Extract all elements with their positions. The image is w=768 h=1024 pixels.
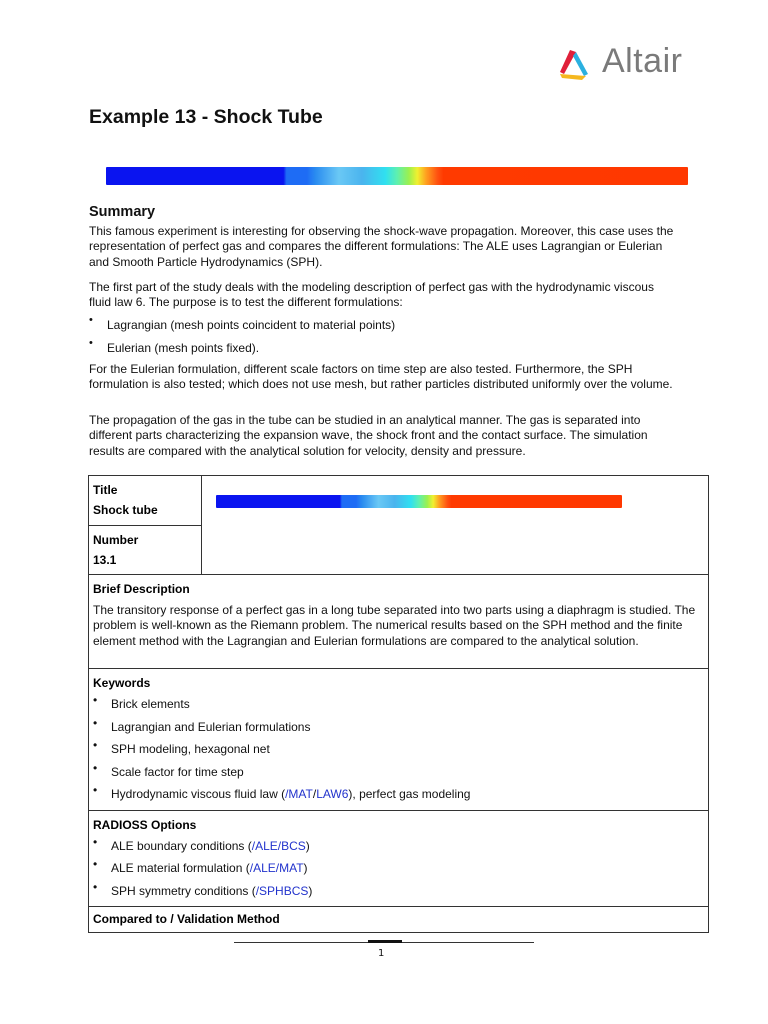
list-item — [93, 857, 704, 880]
bullet-icon: • — [93, 879, 98, 894]
bullet-icon: • — [89, 314, 93, 326]
sphbcs-link[interactable]: /SPHBCS — [255, 883, 309, 898]
title-value: Shock tube — [93, 503, 158, 517]
summary-paragraph: The propagation of the gas in the tube can be studied in an analytical manner. The gas is separated into different parts characterizing the expansion wave, the shock front and the contact surface. The simulation results are compared with the analytical solution for velocity, density and pressure. — [89, 413, 648, 458]
footer-mark — [368, 940, 402, 943]
bcs-link[interactable]: /BCS — [277, 838, 306, 853]
compared-to-cell — [89, 907, 709, 933]
example-info-table — [88, 475, 709, 933]
bullet-icon: • — [93, 760, 98, 775]
brief-description-text: The transitory response of a perfect gas in a long tube separated into two parts using a diaphragm is studied. The problem is well-known as the Riemann problem. The numerical results based on the SPH method and the finite element method with the Lagrangian and Eulerian formulations are compared to the analytical solution. — [93, 603, 696, 648]
list-item-text: Lagrangian and Eulerian formulations — [111, 719, 311, 734]
list-item-text: ) — [305, 838, 310, 853]
brief-description-cell — [89, 575, 709, 669]
list-item-text: ) — [308, 883, 313, 898]
title-label: Title — [93, 483, 118, 497]
list-item-text: Hydrodynamic viscous fluid law ( — [111, 787, 286, 801]
ale-link[interactable]: /ALE — [251, 838, 278, 853]
list-item-text: ), perfect gas modeling — [348, 787, 471, 801]
list-item — [93, 716, 704, 739]
bullet-icon: • — [93, 783, 98, 797]
page-title: Example 13 - Shock Tube — [89, 106, 323, 128]
compared-to-label: Compared to / Validation Method — [93, 912, 280, 926]
list-item — [93, 738, 704, 761]
page-number: 1 — [378, 948, 385, 959]
mat-link[interactable]: /MAT — [285, 787, 313, 801]
summary-paragraph: This famous experiment is interesting for observing the shock-wave propagation. Moreover, this case uses the representation of perfect gas and compares the different formulations: The ALE uses Lagrangian or Eulerian and Smooth Particle Hydrodynamics (SPH). — [89, 224, 674, 269]
summary-paragraph: The first part of the study deals with the modeling description of perfect gas with the hydrodynamic viscous fluid law 6. The purpose is to test the different formulations: — [89, 280, 654, 310]
bullet-icon: • — [89, 337, 93, 349]
list-item-text: Lagrangian (mesh points coincident to material points) — [107, 318, 396, 332]
separator: / — [312, 787, 317, 801]
keywords-label: Keywords — [93, 676, 151, 690]
bullet-icon: • — [93, 834, 98, 849]
list-item-text: ) — [303, 861, 308, 875]
radioss-options-cell — [89, 810, 709, 907]
number-value: 13.1 — [93, 553, 117, 567]
number-label: Number — [93, 533, 139, 547]
shock-tube-thumbnail — [216, 495, 622, 508]
altair-triangle-icon — [556, 46, 596, 86]
ale-link[interactable]: /ALE — [249, 861, 276, 875]
list-item — [93, 761, 704, 784]
brief-description-label: Brief Description — [93, 582, 190, 596]
radioss-options-label: RADIOSS Options — [93, 817, 197, 832]
number-cell — [89, 526, 202, 575]
image-cell — [202, 476, 709, 575]
shock-tube-image — [106, 167, 688, 185]
list-item-text: SPH symmetry conditions ( — [111, 883, 256, 898]
list-item — [93, 880, 704, 903]
bullet-icon: • — [93, 693, 98, 707]
list-item — [93, 835, 704, 858]
list-item-text: Eulerian (mesh points fixed). — [107, 341, 260, 355]
summary-paragraph: For the Eulerian formulation, different scale factors on time step are also tested. Furthermore, the SPH formulation is also tested; which does not use mesh, but rather particles distributed uniformly over the volume. — [89, 362, 673, 392]
bullet-icon: • — [93, 715, 98, 730]
bullet-icon: • — [93, 738, 98, 752]
list-item-text: ALE boundary conditions ( — [111, 838, 252, 853]
list-item-text: SPH modeling, hexagonal net — [111, 742, 270, 756]
bullet-icon: • — [93, 857, 98, 871]
list-item — [93, 693, 704, 716]
list-item-text: Scale factor for time step — [111, 764, 244, 779]
list-item-text: Brick elements — [111, 697, 190, 711]
law6-link[interactable]: LAW6 — [316, 787, 349, 801]
altair-logo — [556, 40, 686, 84]
list-item — [93, 783, 704, 806]
summary-heading: Summary — [89, 204, 156, 220]
title-cell — [89, 476, 202, 526]
keywords-cell — [89, 669, 709, 811]
list-item-text: ALE material formulation ( — [111, 861, 250, 875]
mat-link[interactable]: /MAT — [275, 861, 304, 875]
altair-wordmark: Altair — [602, 42, 683, 80]
